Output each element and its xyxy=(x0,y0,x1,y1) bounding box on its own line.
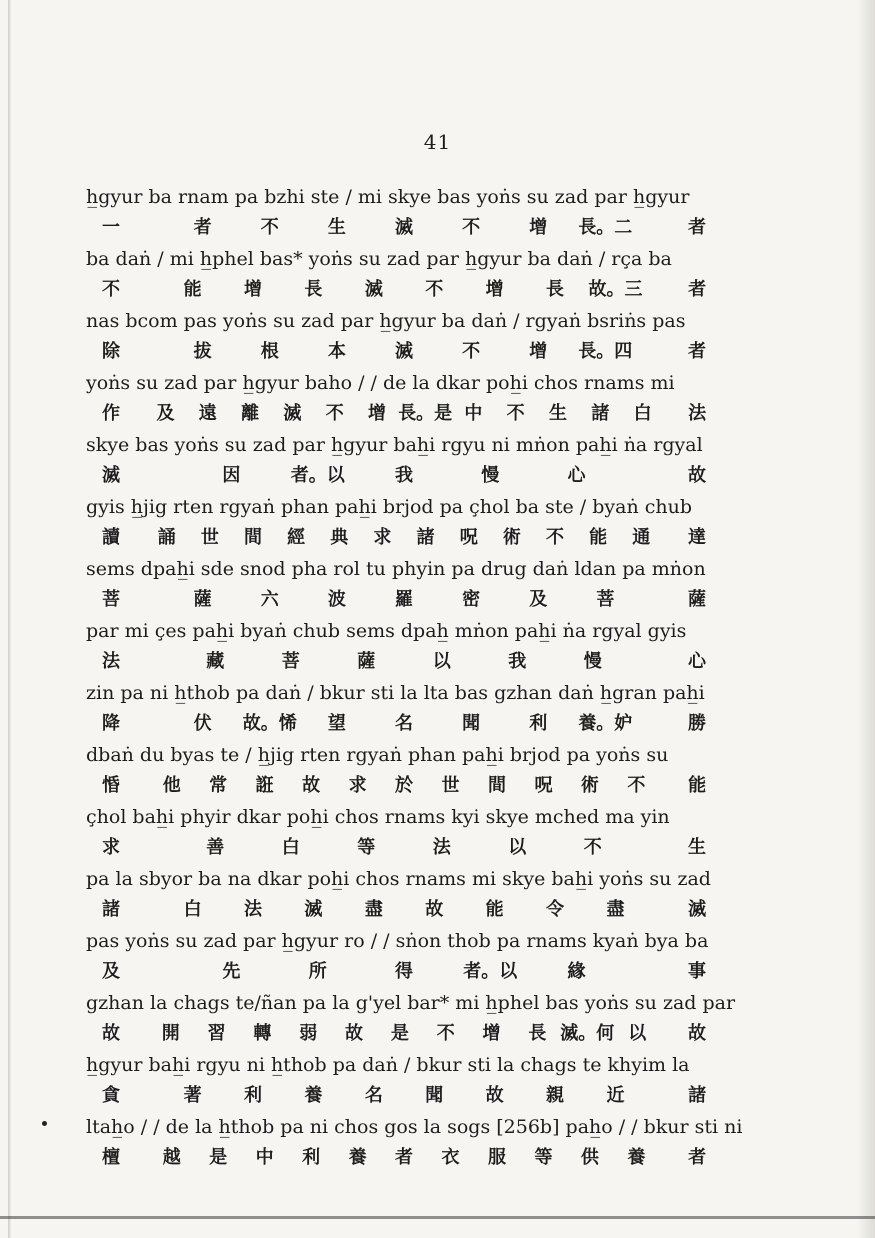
chinese-glyph-group: 不 xyxy=(506,403,525,424)
chinese-glyph-group: 養。妒 xyxy=(578,713,633,734)
chinese-glyph-group: 滅 xyxy=(102,465,120,486)
tibetan-line: zin pa ni h̲thob pa daṅ / bkur sti la lta bas gzhan daṅ h̲gran pah̲i xyxy=(86,682,705,704)
page-edge-shadow xyxy=(857,0,875,1238)
chinese-glyph-group: 我 xyxy=(394,465,413,486)
chinese-glyph-group: 密 xyxy=(462,589,481,610)
chinese-glyph-group: 者 xyxy=(687,217,706,238)
chinese-glyph-group: 法 xyxy=(688,403,707,424)
chinese-line xyxy=(86,523,726,553)
chinese-glyph-group: 以 xyxy=(432,651,451,672)
chinese-glyph-group: 呪 xyxy=(459,527,478,548)
chinese-glyph-group: 降 xyxy=(102,713,120,734)
chinese-glyph-group: 慢 xyxy=(583,651,602,672)
chinese-glyph-group: 白 xyxy=(281,837,300,858)
chinese-glyph-group: 近 xyxy=(606,1085,625,1106)
chinese-glyph-group: 不 xyxy=(436,1023,455,1044)
chinese-glyph-group: 等 xyxy=(534,1147,553,1168)
chinese-line xyxy=(86,585,726,615)
line-pair xyxy=(86,987,736,1049)
chinese-glyph-group: 能 xyxy=(183,279,202,300)
chinese-glyph-group: 越 xyxy=(162,1147,181,1168)
page-number: 41 xyxy=(423,130,452,154)
chinese-glyph-group: 盡 xyxy=(364,899,383,920)
tibetan-line: dbaṅ du byas te / h̲jig rten rgyaṅ phan pah̲i brjod pa yoṅs su xyxy=(86,744,669,766)
chinese-glyph-group: 利 xyxy=(302,1147,321,1168)
chinese-glyph-group: 不 xyxy=(462,217,481,238)
margin-mark xyxy=(42,1121,47,1126)
chinese-glyph-group: 術 xyxy=(502,527,521,548)
chinese-glyph-group: 聞 xyxy=(425,1085,444,1106)
chinese-glyph-group: 不 xyxy=(545,527,564,548)
chinese-glyph-group: 不 xyxy=(102,279,120,300)
chinese-glyph-group: 者 xyxy=(193,217,212,238)
chinese-glyph-group: 及 xyxy=(156,403,175,424)
chinese-glyph-group: 法 xyxy=(244,899,263,920)
chinese-glyph-group: 心 xyxy=(567,465,586,486)
chinese-glyph-group: 故 xyxy=(302,775,321,796)
chinese-glyph-group: 滅 xyxy=(304,899,323,920)
chinese-glyph-group: 六 xyxy=(260,589,279,610)
chinese-glyph-group: 諸 xyxy=(591,403,610,424)
chinese-line xyxy=(86,1081,726,1111)
chinese-glyph-group: 藏 xyxy=(206,651,225,672)
line-pair xyxy=(86,925,726,987)
chinese-glyph-group: 者 xyxy=(395,1147,414,1168)
tibetan-line: pa la sbyor ba na dkar poh̲i chos rnams mi skye bah̲i yoṅs su zad xyxy=(86,868,711,890)
chinese-glyph-group: 求 xyxy=(102,837,120,858)
chinese-line xyxy=(86,895,726,925)
tibetan-line: ltah̲o / / de la h̲thob pa ni chos gos la sogs [256b] pah̲o / / bkur sti ni xyxy=(86,1116,743,1138)
chinese-glyph-group: 等 xyxy=(357,837,376,858)
chinese-glyph-group: 除 xyxy=(102,341,120,362)
chinese-glyph-group: 間 xyxy=(487,775,506,796)
chinese-glyph-group: 白 xyxy=(633,403,652,424)
chinese-glyph-group: 增 xyxy=(485,279,504,300)
chinese-glyph-group: 及 xyxy=(529,589,548,610)
chinese-glyph-group: 故 xyxy=(425,899,444,920)
chinese-glyph-group: 滅 xyxy=(394,217,413,238)
chinese-glyph-group: 中 xyxy=(255,1147,274,1168)
chinese-glyph-group: 長。四 xyxy=(578,341,633,362)
tibetan-line: ba daṅ / mi h̲phel bas* yoṅs su zad par h̲gyur ba daṅ / rça ba xyxy=(86,248,672,270)
chinese-line xyxy=(86,957,726,987)
chinese-glyph-group: 緣 xyxy=(567,961,586,982)
chinese-glyph-group: 習 xyxy=(207,1023,226,1044)
chinese-glyph-group: 養 xyxy=(304,1085,323,1106)
chinese-glyph-group: 求 xyxy=(373,527,392,548)
chinese-glyph-group: 生 xyxy=(548,403,567,424)
chinese-glyph-group: 慢 xyxy=(481,465,500,486)
chinese-glyph-group: 諸 xyxy=(416,527,435,548)
chinese-glyph-group: 故。三 xyxy=(588,279,643,300)
line-pair xyxy=(86,243,726,305)
chinese-glyph-group: 先 xyxy=(222,961,241,982)
chinese-glyph-group: 利 xyxy=(529,713,548,734)
tibetan-line: pas yoṅs su zad par h̲gyur ro / / sṅon thob pa rnams kyaṅ bya ba xyxy=(86,930,709,952)
chinese-glyph-group: 滅 xyxy=(688,899,707,920)
chinese-glyph-group: 者 xyxy=(688,279,707,300)
chinese-glyph-group: 不 xyxy=(425,279,444,300)
chinese-glyph-group: 讀 xyxy=(102,527,120,548)
line-pair xyxy=(86,305,726,367)
chinese-glyph-group: 貪 xyxy=(102,1085,120,1106)
line-pair xyxy=(86,429,726,491)
chinese-glyph-group: 羅 xyxy=(394,589,413,610)
chinese-glyph-group: 增 xyxy=(368,403,387,424)
line-pair xyxy=(86,863,726,925)
chinese-line xyxy=(86,771,726,801)
chinese-glyph-group: 故 xyxy=(485,1085,504,1106)
line-pair xyxy=(86,367,726,429)
line-pair xyxy=(86,801,726,863)
chinese-line xyxy=(86,275,726,305)
chinese-glyph-group: 滅。何 xyxy=(560,1023,615,1044)
tibetan-line: gyis h̲jig rten rgyaṅ phan pah̲i brjod pa çhol ba ste / byaṅ chub xyxy=(86,496,692,518)
chinese-glyph-group: 世 xyxy=(441,775,460,796)
chinese-glyph-group: 事 xyxy=(687,961,706,982)
chinese-line xyxy=(86,1143,726,1173)
chinese-glyph-group: 以 xyxy=(628,1023,647,1044)
chinese-glyph-group: 典 xyxy=(330,527,349,548)
line-pair xyxy=(86,553,726,615)
chinese-glyph-group: 他 xyxy=(162,775,181,796)
chinese-glyph-group: 所 xyxy=(308,961,327,982)
chinese-glyph-group: 白 xyxy=(183,899,202,920)
chinese-glyph-group: 令 xyxy=(546,899,565,920)
chinese-glyph-group: 長 xyxy=(546,279,565,300)
chinese-glyph-group: 檀 xyxy=(102,1147,120,1168)
chinese-glyph-group: 遠 xyxy=(198,403,217,424)
chinese-glyph-group: 望 xyxy=(327,713,346,734)
chinese-glyph-group: 因 xyxy=(222,465,241,486)
chinese-glyph-group: 是 xyxy=(209,1147,228,1168)
chinese-glyph-group: 達 xyxy=(687,527,706,548)
chinese-glyph-group: 能 xyxy=(589,527,608,548)
chinese-glyph-group: 名 xyxy=(364,1085,383,1106)
chinese-glyph-group: 求 xyxy=(348,775,367,796)
bilingual-text-block xyxy=(86,181,743,1173)
chinese-glyph-group: 法 xyxy=(432,837,451,858)
chinese-glyph-group: 故 xyxy=(102,1023,120,1044)
tibetan-line: sems dpah̲i sde snod pha rol tu phyin pa drug daṅ ldan pa mṅon xyxy=(86,558,706,580)
chinese-glyph-group: 菩 xyxy=(102,589,120,610)
chinese-line xyxy=(86,709,726,739)
chinese-glyph-group: 者。以 xyxy=(463,961,518,982)
chinese-glyph-group: 開 xyxy=(161,1023,180,1044)
line-pair xyxy=(86,677,726,739)
chinese-glyph-group: 養 xyxy=(348,1147,367,1168)
chinese-glyph-group: 本 xyxy=(327,341,346,362)
chinese-glyph-group: 故 xyxy=(687,1023,706,1044)
chinese-glyph-group: 一 xyxy=(102,217,120,238)
chinese-glyph-group: 著 xyxy=(183,1085,202,1106)
chinese-glyph-group: 及 xyxy=(102,961,120,982)
chinese-glyph-group: 增 xyxy=(244,279,263,300)
tibetan-line: par mi çes pah̲i byaṅ chub sems dpah̲ mṅon pah̲i ṅa rgyal gyis xyxy=(86,620,687,642)
chinese-glyph-group: 誑 xyxy=(255,775,274,796)
chinese-glyph-group: 長 xyxy=(528,1023,547,1044)
chinese-glyph-group: 根 xyxy=(260,341,279,362)
chinese-glyph-group: 養 xyxy=(627,1147,646,1168)
chinese-glyph-group: 薩 xyxy=(687,589,706,610)
chinese-glyph-group: 心 xyxy=(688,651,706,672)
chinese-glyph-group: 以 xyxy=(508,837,527,858)
chinese-glyph-group: 伏 xyxy=(193,713,212,734)
tibetan-line: h̲gyur bah̲i rgyu ni h̲thob pa daṅ / bkur sti la chags te khyim la xyxy=(86,1054,690,1076)
chinese-glyph-group: 術 xyxy=(580,775,599,796)
chinese-glyph-group: 故。悕 xyxy=(242,713,297,734)
chinese-glyph-group: 聞 xyxy=(462,713,481,734)
chinese-glyph-group: 是 xyxy=(390,1023,409,1044)
chinese-glyph-group: 增 xyxy=(482,1023,501,1044)
chinese-glyph-group: 經 xyxy=(287,527,306,548)
chinese-glyph-group: 不 xyxy=(260,217,279,238)
chinese-glyph-group: 通 xyxy=(632,527,651,548)
chinese-glyph-group: 者 xyxy=(688,1147,707,1168)
chinese-line xyxy=(86,647,726,677)
chinese-glyph-group: 長。二 xyxy=(578,217,633,238)
chinese-line xyxy=(86,337,726,367)
line-pair xyxy=(86,181,726,243)
chinese-glyph-group: 服 xyxy=(487,1147,506,1168)
chinese-glyph-group: 不 xyxy=(627,775,646,796)
chinese-glyph-group: 不 xyxy=(462,341,481,362)
line-pair xyxy=(86,1111,743,1173)
line-pair xyxy=(86,491,726,553)
chinese-glyph-group: 薩 xyxy=(357,651,376,672)
chinese-glyph-group: 不 xyxy=(325,403,344,424)
chinese-glyph-group: 者。以 xyxy=(290,465,345,486)
tibetan-line: h̲gyur ba rnam pa bzhi ste / mi skye bas yoṅs su zad par h̲gyur xyxy=(86,186,690,208)
bottom-rule xyxy=(0,1216,875,1219)
chinese-glyph-group: 作 xyxy=(102,403,120,424)
chinese-glyph-group: 菩 xyxy=(281,651,300,672)
chinese-glyph-group: 波 xyxy=(327,589,346,610)
line-pair xyxy=(86,739,726,801)
line-pair xyxy=(86,1049,726,1111)
chinese-glyph-group: 利 xyxy=(244,1085,263,1106)
chinese-glyph-group: 滅 xyxy=(364,279,383,300)
line-pair xyxy=(86,615,726,677)
chinese-glyph-group: 常 xyxy=(209,775,228,796)
chinese-glyph-group: 者 xyxy=(687,341,706,362)
chinese-glyph-group: 勝 xyxy=(687,713,706,734)
chinese-glyph-group: 能 xyxy=(485,899,504,920)
chinese-glyph-group: 名 xyxy=(394,713,413,734)
chinese-glyph-group: 轉 xyxy=(253,1023,272,1044)
chinese-line xyxy=(86,461,726,491)
chinese-glyph-group: 不 xyxy=(583,837,602,858)
chinese-glyph-group: 得 xyxy=(394,961,413,982)
chinese-glyph-group: 法 xyxy=(102,651,120,672)
chinese-glyph-group: 弱 xyxy=(299,1023,318,1044)
chinese-line xyxy=(86,213,726,243)
tibetan-line: skye bas yoṅs su zad par h̲gyur bah̲i rgyu ni mṅon pah̲i ṅa rgyal xyxy=(86,434,703,456)
chinese-glyph-group: 生 xyxy=(327,217,346,238)
tibetan-line: nas bcom pas yoṅs su zad par h̲gyur ba daṅ / rgyaṅ bsriṅs pas xyxy=(86,310,686,332)
chinese-glyph-group: 我 xyxy=(508,651,527,672)
chinese-glyph-group: 拔 xyxy=(193,341,212,362)
chinese-glyph-group: 親 xyxy=(546,1085,565,1106)
chinese-glyph-group: 增 xyxy=(529,341,548,362)
chinese-glyph-group: 薩 xyxy=(193,589,212,610)
chinese-glyph-group: 故 xyxy=(345,1023,364,1044)
chinese-glyph-group: 諸 xyxy=(102,899,120,920)
chinese-line xyxy=(86,833,726,863)
chinese-glyph-group: 盡 xyxy=(606,899,625,920)
chinese-glyph-group: 離 xyxy=(241,403,260,424)
tibetan-line: yoṅs su zad par h̲gyur baho / / de la dkar poh̲i chos rnams mi xyxy=(86,372,675,394)
chinese-glyph-group: 故 xyxy=(687,465,706,486)
chinese-glyph-group: 誦 xyxy=(157,527,176,548)
chinese-glyph-group: 於 xyxy=(395,775,414,796)
chinese-glyph-group: 世 xyxy=(200,527,219,548)
chinese-glyph-group: 菩 xyxy=(596,589,615,610)
tibetan-line: çhol bah̲i phyir dkar poh̲i chos rnams kyi skye mched ma yin xyxy=(86,806,670,828)
chinese-glyph-group: 善 xyxy=(206,837,225,858)
chinese-glyph-group: 能 xyxy=(688,775,707,796)
chinese-line xyxy=(86,1019,726,1049)
chinese-glyph-group: 生 xyxy=(688,837,706,858)
page-spine-shadow xyxy=(8,0,11,1238)
chinese-glyph-group: 惛 xyxy=(102,775,120,796)
chinese-glyph-group: 諸 xyxy=(688,1085,707,1106)
chinese-glyph-group: 供 xyxy=(580,1147,599,1168)
tibetan-line: gzhan la chags te/ñan pa la g'yel bar* mi h̲phel bas yoṅs su zad par xyxy=(86,992,736,1014)
chinese-glyph-group: 中 xyxy=(464,403,483,424)
chinese-glyph-group: 衣 xyxy=(441,1147,460,1168)
chinese-glyph-group: 長 xyxy=(304,279,323,300)
chinese-glyph-group: 長。是 xyxy=(398,403,453,424)
chinese-glyph-group: 滅 xyxy=(394,341,413,362)
chinese-glyph-group: 增 xyxy=(529,217,548,238)
chinese-glyph-group: 間 xyxy=(243,527,262,548)
chinese-line xyxy=(86,399,726,429)
chinese-glyph-group: 呪 xyxy=(534,775,553,796)
chinese-glyph-group: 滅 xyxy=(283,403,302,424)
